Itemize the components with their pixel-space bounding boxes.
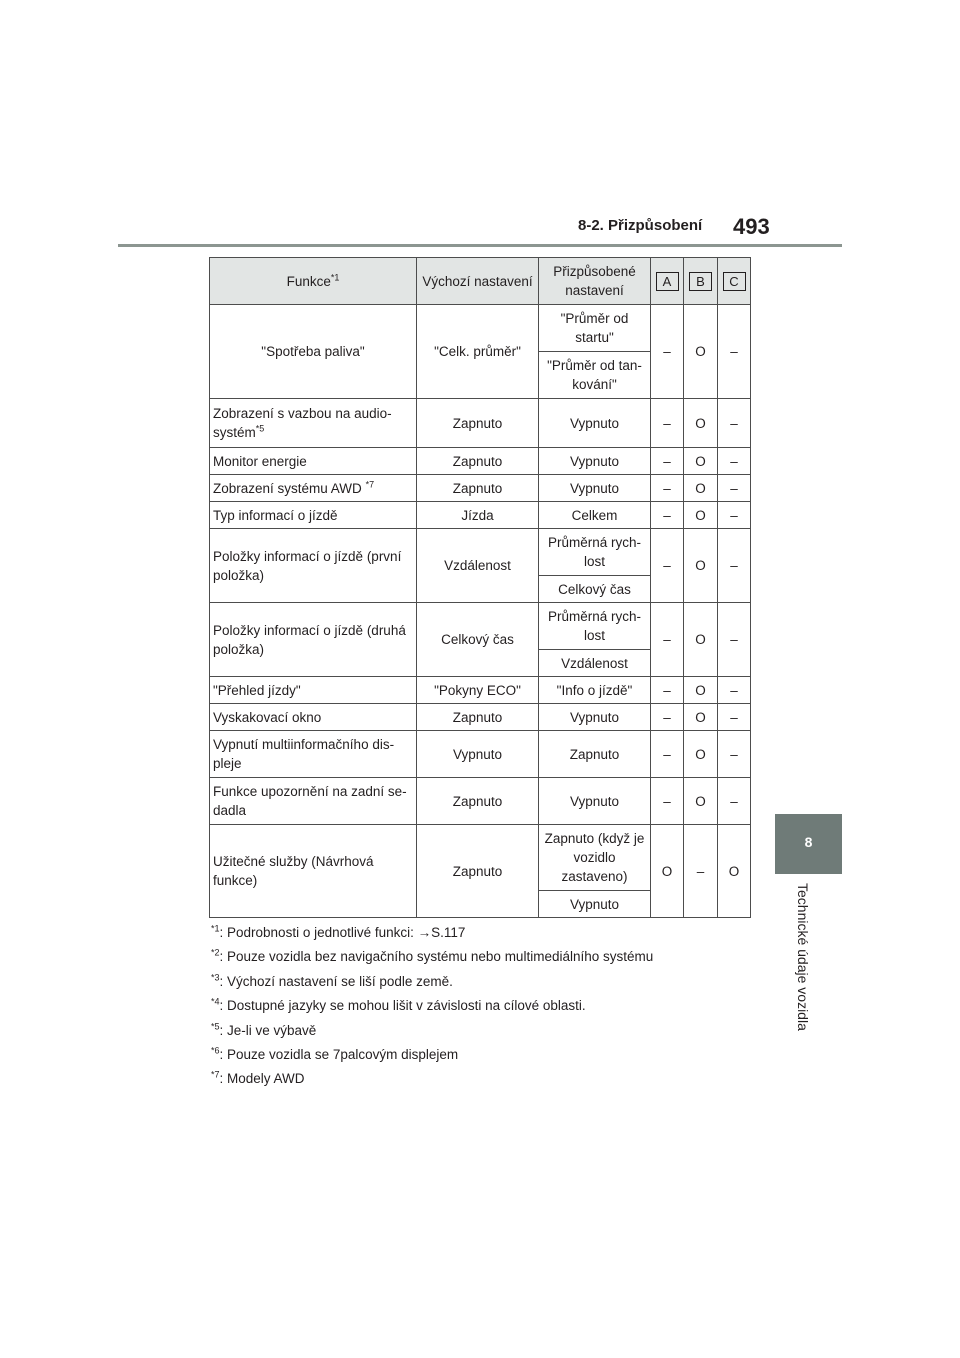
table-row: [210, 731, 751, 778]
table-row: [210, 778, 751, 825]
cell-custom: Průměrná rych-lost: [539, 603, 651, 650]
cell-b: O: [684, 731, 718, 778]
cell-a: –: [651, 677, 684, 704]
footnote: $^{*4}$: Dostupné jazyky se mohou lišit v závislosti na cílové oblasti.: [211, 996, 586, 1014]
cell-default: Zapnuto: [417, 399, 539, 448]
cell-function: Typ informací o jízdě: [210, 502, 417, 529]
cell-a: –: [651, 448, 684, 475]
cell-custom: Vypnuto: [539, 704, 651, 731]
cell-default: "Celk. průměr": [417, 305, 539, 399]
cell-a: –: [651, 305, 684, 399]
table-row: [210, 825, 751, 891]
header-default: Výchozí nastavení: [417, 258, 539, 305]
cell-a: –: [651, 475, 684, 502]
cell-c: –: [718, 677, 751, 704]
cell-custom: Vzdálenost: [539, 650, 651, 677]
cell-function: Vypnutí multiinformačního dis-pleje: [210, 731, 417, 778]
table-row: [210, 475, 751, 502]
cell-b: O: [684, 448, 718, 475]
cell-function: Funkce upozornění na zadní se-dadla: [210, 778, 417, 825]
footnote: $^{*1}$: Podrobnosti o jednotlivé funkci: →S.117: [211, 923, 466, 940]
cell-a: –: [651, 778, 684, 825]
cell-b: O: [684, 778, 718, 825]
cell-default: "Pokyny ECO": [417, 677, 539, 704]
icon-b: B: [689, 272, 712, 291]
footnote: $^{*7}$: Modely AWD: [211, 1069, 305, 1087]
icon-a: A: [656, 272, 679, 291]
chapter-label: Technické údaje vozidla: [795, 883, 811, 1031]
cell-c: –: [718, 399, 751, 448]
footnote: $^{*3}$: Výchozí nastavení se liší podle země.: [211, 972, 453, 989]
cell-a: –: [651, 731, 684, 778]
cell-function: Zobrazení systému AWD $^{*7}$: [210, 475, 417, 502]
cell-c: –: [718, 778, 751, 825]
cell-default: Zapnuto: [417, 825, 539, 918]
cell-custom: Celkem: [539, 502, 651, 529]
cell-b: O: [684, 305, 718, 399]
table-row: [210, 502, 751, 529]
cell-a: –: [651, 399, 684, 448]
table-row: [210, 399, 751, 448]
header-rule: [118, 244, 842, 247]
header-b: [684, 258, 718, 305]
cell-a: –: [651, 529, 684, 603]
cell-function: Položky informací o jízdě (druhá položka): [210, 603, 417, 677]
icon-c: C: [723, 272, 746, 291]
cell-c: –: [718, 731, 751, 778]
cell-custom: "Info o jízdě": [539, 677, 651, 704]
section-title: 8-2. Přizpůsobení: [578, 217, 703, 234]
cell-b: O: [684, 603, 718, 677]
cell-a: –: [651, 704, 684, 731]
cell-function: Monitor energie: [210, 448, 417, 475]
cell-a: –: [651, 502, 684, 529]
header-a: [651, 258, 684, 305]
cell-custom: Vypnuto: [539, 475, 651, 502]
footnote: $^{*5}$: Je-li ve výbavě: [211, 1021, 317, 1038]
cell-custom: "Průměr od startu": [539, 305, 651, 352]
table-row: [210, 704, 751, 731]
cell-a: –: [651, 603, 684, 677]
cell-b: O: [684, 704, 718, 731]
cell-function: "Přehled jízdy": [210, 677, 417, 704]
cell-b: O: [684, 399, 718, 448]
cell-default: Vypnuto: [417, 731, 539, 778]
cell-a: O: [651, 825, 684, 918]
cell-b: O: [684, 475, 718, 502]
cell-b: O: [684, 529, 718, 603]
cell-default: Celkový čas: [417, 603, 539, 677]
cell-custom: Vypnuto: [539, 448, 651, 475]
table-row: [210, 603, 751, 650]
cell-b: O: [684, 502, 718, 529]
cell-c: –: [718, 529, 751, 603]
cell-c: –: [718, 704, 751, 731]
cell-c: –: [718, 475, 751, 502]
settings-table: [209, 257, 751, 918]
cell-c: –: [718, 448, 751, 475]
cell-custom: Vypnuto: [539, 891, 651, 918]
cell-c: –: [718, 305, 751, 399]
footnote: $^{*2}$: Pouze vozidla bez navigačního systému nebo multimediálního systému: [211, 947, 654, 965]
table-row: [210, 305, 751, 352]
table-header-row: [210, 258, 751, 305]
footnote: $^{*6}$: Pouze vozidla se 7palcovým displejem: [211, 1045, 459, 1063]
cell-function: Zobrazení s vazbou na audio-systém$^{*5}$: [210, 399, 417, 448]
table-row: [210, 448, 751, 475]
cell-custom: Vypnuto: [539, 399, 651, 448]
cell-c: –: [718, 603, 751, 677]
cell-function: Položky informací o jízdě (první položka): [210, 529, 417, 603]
header-custom: Přizpůsobené nastavení: [539, 258, 651, 305]
cell-function: Užitečné služby (Návrhová funkce): [210, 825, 417, 918]
chapter-number: 8: [804, 834, 813, 850]
cell-function: Vyskakovací okno: [210, 704, 417, 731]
cell-custom: Zapnuto (když je vozidlo zastaveno): [539, 825, 651, 891]
cell-default: Zapnuto: [417, 704, 539, 731]
cell-default: Vzdálenost: [417, 529, 539, 603]
cell-custom: Celkový čas: [539, 576, 651, 603]
footnotes: [211, 921, 653, 1092]
cell-default: Zapnuto: [417, 475, 539, 502]
cell-function: "Spotřeba paliva": [210, 305, 417, 399]
cell-default: Zapnuto: [417, 778, 539, 825]
cell-default: Jízda: [417, 502, 539, 529]
header-c: [718, 258, 751, 305]
cell-c: –: [718, 502, 751, 529]
cell-default: Zapnuto: [417, 448, 539, 475]
table-row: [210, 677, 751, 704]
header-function: Funkce$^{*1}$: [210, 258, 417, 305]
cell-custom: Průměrná rych-lost: [539, 529, 651, 576]
cell-custom: Zapnuto: [539, 731, 651, 778]
table-row: [210, 529, 751, 576]
cell-b: O: [684, 677, 718, 704]
cell-b: –: [684, 825, 718, 918]
cell-custom: Vypnuto: [539, 778, 651, 825]
cell-c: O: [718, 825, 751, 918]
page-number: 493: [733, 214, 770, 239]
cell-custom: "Průměr od tan-kování": [539, 352, 651, 399]
